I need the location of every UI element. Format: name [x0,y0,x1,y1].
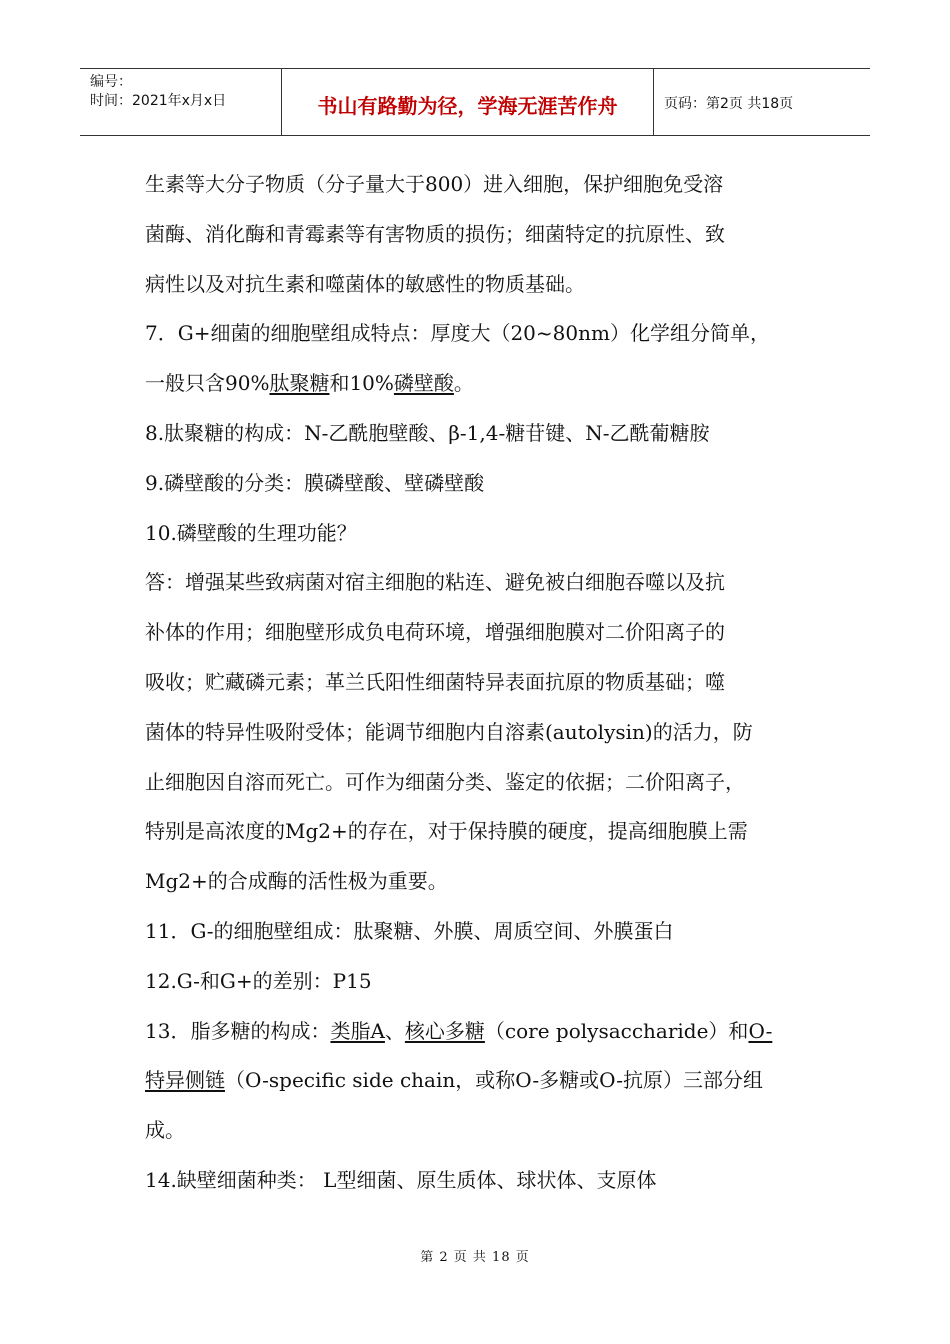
document-number-label: 编号： [90,74,132,90]
text-segment: 、 [384,1018,405,1043]
item-12: 12.G-和G+的差别：P15 [145,968,372,993]
item-13 [145,1007,825,1057]
text-segment: 。 [453,371,474,396]
term-teichoic-acid: 磷壁酸 [393,371,454,396]
term-o-specific-side-chain: 特异侧链 [145,1068,225,1093]
header-meta [80,69,282,135]
document-date: 时间：2021年x月x日 [90,93,227,109]
item-9: 9.磷壁酸的分类：膜磷壁酸、壁磷壁酸 [145,470,485,495]
header-page-info: 页码：第2页 共18页 [664,96,794,112]
text-line [145,359,825,409]
text-line: 菌体的特异性吸附受体；能调节细胞内自溶素(autolysin)的活力，防 [145,719,753,744]
text-line: 吸收；贮藏磷元素；革兰氏阳性细菌特异表面抗原的物质基础；噬 [145,669,725,694]
text-segment: 13．脂多糖的构成： [145,1018,331,1043]
text-line: 止细胞因自溶而死亡。可作为细菌分类、鉴定的依据；二价阳离子， [145,769,745,794]
page-header [80,68,870,136]
term-o-prefix: O- [748,1018,773,1043]
item-14: 14.缺壁细菌种类： L型细菌、原生质体、球状体、支原体 [145,1167,657,1192]
answer-line: 答：增强某些致病菌对宿主细胞的粘连、避免被白细胞吞噬以及抗 [145,570,725,595]
item-8: 8.肽聚糖的构成：N-乙酰胞壁酸、β-1,4-糖苷键、N-乙酰葡糖胺 [145,420,710,445]
text-line: 特别是高浓度的Mg2+的存在，对于保持膜的硬度，提高细胞膜上需 [145,819,748,844]
page-footer: 第 2 页 共 18 页 [420,1250,530,1265]
term-lipid-a: 类脂A [330,1018,385,1043]
text-line: 补体的作用；细胞壁形成负电荷环境，增强细胞膜对二价阳离子的 [145,620,725,645]
text-line: 病性以及对抗生素和噬菌体的敏感性的物质基础。 [145,271,585,296]
header-motto: 书山有路勤为径，学海无涯苦作舟 [282,69,654,135]
term-core-polysaccharide: 核心多糖 [404,1018,485,1043]
item-7: 7．G+细菌的细胞壁组成特点：厚度大（20~80nm）化学组分简单， [145,321,770,346]
document-body [145,160,825,1206]
item-11: 11．G-的细胞壁组成：肽聚糖、外膜、周质空间、外膜蛋白 [145,918,674,943]
text-segment: （O-specific side chain，或称O-多糖或O-抗原）三部分组 [225,1068,763,1093]
text-line: 菌酶、消化酶和青霉素等有害物质的损伤；细菌特定的抗原性、致 [145,221,725,246]
text-line: 成。 [145,1118,185,1143]
text-segment: 一般只含90% [145,371,270,396]
text-line: Mg2+的合成酶的活性极为重要。 [145,869,448,894]
text-segment: 和10% [329,371,394,396]
text-line [145,1056,825,1106]
text-segment: （core polysaccharide）和 [484,1018,749,1043]
text-line: 生素等大分子物质（分子量大于800）进入细胞，保护细胞免受溶 [145,172,724,196]
term-peptidoglycan: 肽聚糖 [269,371,330,396]
item-10: 10.磷壁酸的生理功能？ [145,520,357,545]
